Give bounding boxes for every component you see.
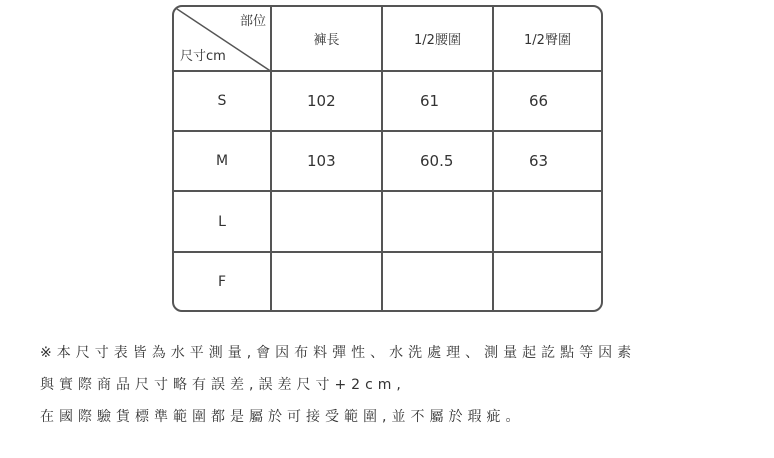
size-label-f: F xyxy=(174,253,272,310)
note-line: ※本尺寸表皆為水平測量,會因布料彈性、水洗處理、測量起訖點等因素 xyxy=(40,345,637,361)
table-cell: 60.5 xyxy=(383,132,494,192)
size-label-l: L xyxy=(174,192,272,253)
note-line: 與實際商品尺寸略有誤差,誤差尺寸+2cm, xyxy=(40,377,406,393)
table-cell xyxy=(272,253,383,310)
size-table xyxy=(172,5,603,312)
table-cell: 103 xyxy=(272,132,383,192)
table-corner-cell xyxy=(174,7,272,72)
table-cell xyxy=(494,192,601,253)
column-header-half-hip: 1/2臀圍 xyxy=(494,7,601,72)
corner-label-part: 部位 xyxy=(239,14,266,29)
size-label-s: S xyxy=(174,72,272,132)
table-cell xyxy=(383,253,494,310)
corner-label-size: 尺寸cm xyxy=(180,49,226,64)
table-cell: 61 xyxy=(383,72,494,132)
table-cell: 102 xyxy=(272,72,383,132)
table-cell: 66 xyxy=(494,72,601,132)
size-label-m: M xyxy=(174,132,272,192)
column-header-pants-length: 褲長 xyxy=(272,7,383,72)
table-cell xyxy=(272,192,383,253)
note-line: 在國際驗貨標準範圍都是屬於可接受範圍,並不屬於瑕疵。 xyxy=(40,409,525,425)
size-notes xyxy=(40,340,760,436)
table-cell xyxy=(494,253,601,310)
table-cell xyxy=(383,192,494,253)
table-cell: 63 xyxy=(494,132,601,192)
column-header-half-waist: 1/2腰圍 xyxy=(383,7,494,72)
